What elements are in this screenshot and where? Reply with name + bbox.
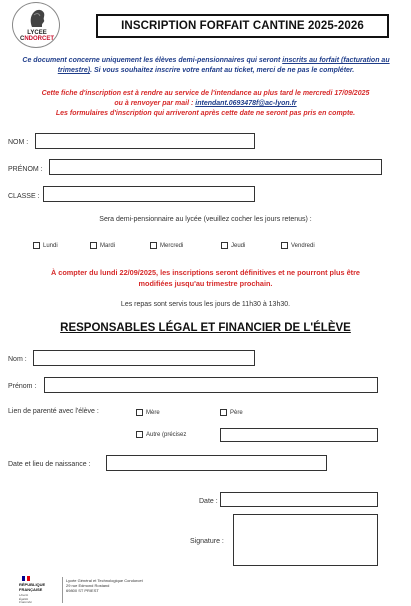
deadline-notice bbox=[10, 89, 401, 119]
date-field[interactable] bbox=[220, 492, 378, 507]
checkbox[interactable] bbox=[220, 409, 227, 416]
nom-field[interactable] bbox=[35, 133, 255, 149]
day-checkbox-mardi[interactable]: Mardi bbox=[90, 242, 115, 249]
signature-label: Signature : bbox=[190, 538, 224, 545]
resp-nom-label: Nom : bbox=[8, 356, 27, 363]
school-address: Lycée Général et Technologique Condorcet 29 rue Edmond Rostand 69800 ST PRIEST bbox=[66, 578, 143, 593]
checkbox[interactable] bbox=[136, 409, 143, 416]
prenom-label: PRÉNOM : bbox=[8, 166, 43, 173]
section-title: RESPONSABLES LÉGAL ET FINANCIER DE L'ÉLÈVE bbox=[60, 322, 351, 334]
warning-line1: À compter du lundi 22/09/2025, les inscriptions seront définitives et ne pourront plus être bbox=[51, 268, 360, 277]
intro-emphasis: inscrits au forfait (facturation au trimestre) bbox=[57, 57, 390, 74]
logo-line2: CNDORCET bbox=[19, 36, 54, 42]
notice-line1: Cette fiche d'inscription est à rendre au service de l'intendance au plus tard le mercredi 17/09/2025 bbox=[41, 90, 370, 97]
flag-red-stripe bbox=[27, 576, 30, 581]
prenom-field[interactable] bbox=[49, 159, 382, 175]
nom-label: NOM : bbox=[8, 139, 29, 146]
day-checkbox-lundi[interactable]: Lundi bbox=[33, 242, 58, 249]
warning-line2: modifiées jusqu'au trimestre prochain. bbox=[138, 279, 273, 288]
footer-divider bbox=[62, 577, 63, 603]
lien-label: Lien de parenté avec l'élève : bbox=[8, 408, 99, 415]
naissance-field[interactable] bbox=[106, 455, 327, 471]
intro-part1: Ce document concerne uniquement les élèves demi-pensionnaires qui seront bbox=[22, 57, 283, 64]
page-title: INSCRIPTION FORFAIT CANTINE 2025-2026 bbox=[121, 20, 364, 32]
profile-head-icon bbox=[26, 7, 48, 29]
resp-nom-field[interactable] bbox=[33, 350, 255, 366]
day-checkbox-vendredi[interactable]: Vendredi bbox=[281, 242, 315, 249]
classe-field[interactable] bbox=[43, 186, 255, 202]
checkbox[interactable] bbox=[136, 431, 143, 438]
checkbox[interactable] bbox=[90, 242, 97, 249]
definitive-warning bbox=[20, 267, 391, 289]
autre-field[interactable] bbox=[220, 428, 378, 442]
day-checkbox-mercredi[interactable]: Mercredi bbox=[150, 242, 183, 249]
checkbox[interactable] bbox=[221, 242, 228, 249]
email-link[interactable]: intendant.0693478f@ac-lyon.fr bbox=[195, 100, 297, 107]
notice-line3: Les formulaires d'inscription qui arriveront après cette date ne seront pas pris en compte. bbox=[55, 110, 356, 117]
date-label: Date : bbox=[199, 498, 218, 505]
school-logo bbox=[12, 2, 60, 48]
checkbox[interactable] bbox=[150, 242, 157, 249]
republique-motto: Liberté Égalité Fraternité bbox=[19, 593, 32, 604]
republique-flag-icon bbox=[22, 576, 30, 581]
checkbox[interactable] bbox=[33, 242, 40, 249]
republique-francaise-text: RÉPUBLIQUE FRANÇAISE bbox=[19, 582, 46, 592]
day-checkbox-jeudi[interactable]: Jeudi bbox=[221, 242, 245, 249]
intro-part2: . Si vous souhaitez inscrire votre enfant au ticket, merci de ne pas le compléter. bbox=[90, 67, 355, 74]
signature-field[interactable] bbox=[233, 514, 378, 566]
title-box bbox=[96, 14, 389, 38]
logo-line1: LYCEE bbox=[27, 30, 47, 36]
checkbox[interactable] bbox=[281, 242, 288, 249]
intro-text bbox=[6, 56, 406, 76]
notice-line2: ou à renvoyer par mail : intendant.0693478f@ac-lyon.fr bbox=[114, 100, 297, 107]
autre-checkbox[interactable]: Autre (précisez bbox=[136, 431, 186, 438]
pere-checkbox[interactable]: Père bbox=[220, 409, 243, 416]
naissance-label: Date et lieu de naissance : bbox=[8, 461, 91, 468]
mere-checkbox[interactable]: Mère bbox=[136, 409, 160, 416]
classe-label: CLASSE : bbox=[8, 193, 40, 200]
resp-prenom-field[interactable] bbox=[44, 377, 378, 393]
days-instruction: Sera demi-pensionnaire au lycée (veuillez cocher les jours retenus) : bbox=[99, 216, 312, 223]
resp-prenom-label: Prénom : bbox=[8, 383, 37, 390]
meal-hours: Les repas sont servis tous les jours de 11h30 à 13h30. bbox=[120, 301, 291, 308]
